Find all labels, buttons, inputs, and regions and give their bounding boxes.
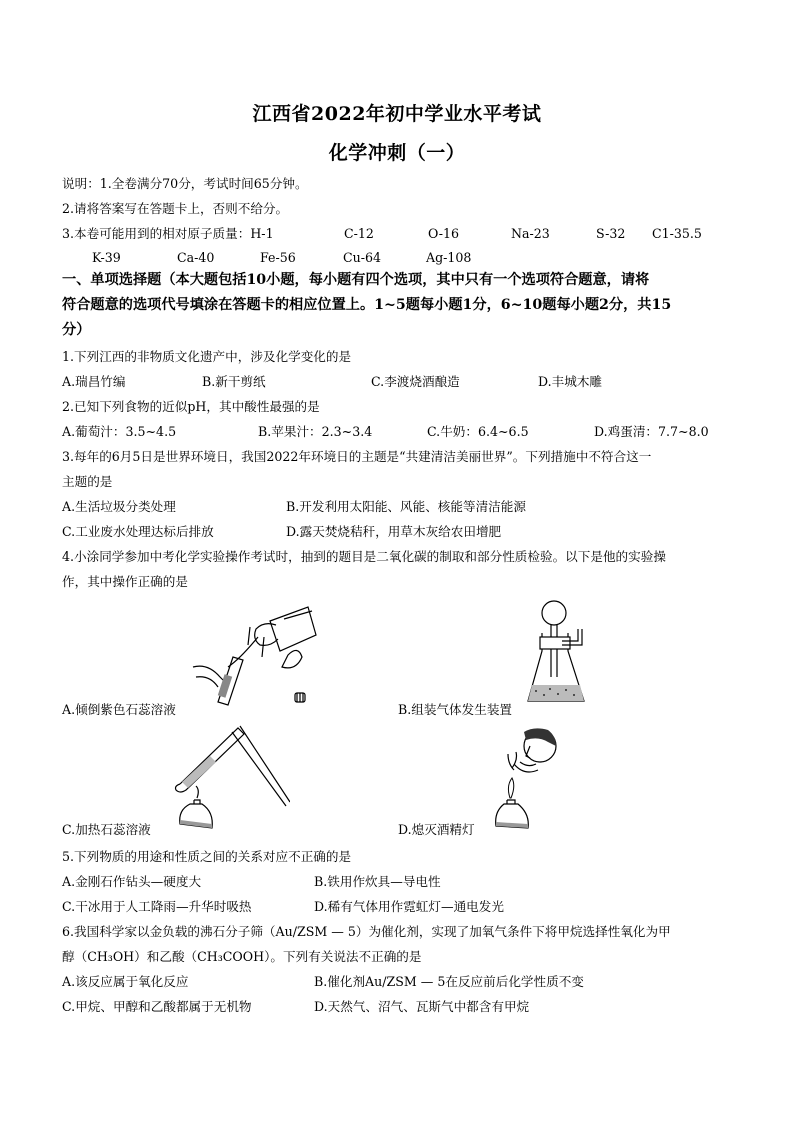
option-b: B.组装气体发生装置	[398, 702, 513, 717]
option-c: C.工业废水处理达标后排放	[62, 524, 214, 539]
option-d: D.稀有气体用作霓虹灯—通电发光	[314, 899, 504, 914]
question-6-options-row-1	[62, 973, 742, 991]
option-a: A.瑞昌竹编	[62, 374, 126, 389]
option-d: D.天然气、沼气、瓦斯气中都含有甲烷	[314, 999, 530, 1014]
atomic-mass: Fe-56	[260, 250, 296, 265]
question-5-options-row-1	[62, 873, 742, 891]
section-heading-line-1: 一、单项选择题（本大题包括10小题，每小题有四个选项，其中只有一个选项符合题意，请将	[62, 272, 650, 288]
option-a: A.葡萄汁：3.5~4.5	[62, 424, 177, 439]
question-6-stem-line-2: 醇（CH₃OH）和乙酸（CH₃COOH）。下列有关说法不正确的是	[62, 949, 422, 964]
atomic-mass: O-16	[428, 226, 460, 241]
exam-title: 江西省2022年初中学业水平考试	[252, 103, 542, 125]
option-d: D.露天焚烧秸秆，用草木灰给农田增肥	[286, 524, 502, 539]
gas-generator-figure	[520, 597, 600, 715]
option-c: C.加热石蕊溶液	[62, 822, 151, 837]
question-4-options-row-1	[62, 701, 742, 719]
option-d: D.鸡蛋清：7.7~8.0	[594, 424, 709, 439]
option-a: A.生活垃圾分类处理	[62, 499, 176, 514]
question-6-stem-line-1: 6.我国科学家以金负载的沸石分子筛（Au/ZSM — 5）为催化剂，实现了加氧气条件下将甲烷选择性氧化为甲	[62, 924, 671, 939]
question-3-stem-line-2: 主题的是	[62, 474, 113, 489]
question-5-stem: 5.下列物质的用途和性质之间的关系对应不正确的是	[62, 849, 352, 864]
atomic-masses-row-2	[62, 249, 742, 267]
question-1-stem: 1.下列江西的非物质文化遗产中，涉及化学变化的是	[62, 349, 352, 364]
atomic-mass: C-12	[344, 226, 374, 241]
exam-subtitle: 化学冲刺（一）	[328, 142, 466, 164]
question-2-options	[62, 423, 742, 441]
question-4-stem-line-1: 4.小涂同学参加中考化学实验操作考试时，抽到的题目是二氧化碳的制取和部分性质检验。以下是他的实验操	[62, 549, 666, 564]
option-b: B.铁用作炊具—导电性	[314, 874, 441, 889]
question-4-stem-line-2: 作，其中操作正确的是	[62, 574, 188, 589]
option-b: B.新干剪纸	[202, 374, 266, 389]
question-2-stem: 2.已知下列食物的近似pH，其中酸性最强的是	[62, 399, 320, 414]
question-4-options-row-2	[62, 821, 742, 839]
option-c: C.甲烷、甲醇和乙酸都属于无机物	[62, 999, 252, 1014]
atomic-mass: Ca-40	[177, 250, 215, 265]
atomic-mass: Ag-108	[426, 250, 472, 265]
option-d: D.熄灭酒精灯	[398, 822, 475, 837]
option-a: A.金刚石作钻头—硬度大	[62, 874, 202, 889]
atomic-masses-label: 3.本卷可能用到的相对原子质量：H-1	[62, 226, 274, 241]
instruction-line-1: 说明：1.全卷满分70分，考试时间65分钟。	[62, 176, 308, 191]
atomic-mass: S-32	[596, 226, 626, 241]
atomic-mass: K-39	[92, 250, 121, 265]
atomic-mass: C1-35.5	[652, 226, 702, 241]
question-5-options-row-2	[62, 898, 742, 916]
option-d: D.丰城木雕	[538, 374, 603, 389]
option-c: C.李渡烧酒酿造	[371, 374, 460, 389]
blowing-out-lamp-figure	[490, 724, 566, 836]
heating-test-tube-figure	[170, 724, 290, 836]
option-a: A.倾倒紫色石蕊溶液	[62, 702, 176, 717]
question-3-options-row-2	[62, 523, 742, 541]
instruction-line-2: 2.请将答案写在答题卡上，否则不给分。	[62, 201, 289, 216]
pouring-liquid-figure	[188, 597, 348, 715]
section-heading-line-2: 符合题意的选项代号填涂在答题卡的相应位置上。1~5题每小题1分，6~10题每小题2分，共15	[62, 297, 672, 313]
option-c: C.干冰用于人工降雨—升华时吸热	[62, 899, 252, 914]
atomic-mass: Na-23	[511, 226, 550, 241]
atomic-mass: Cu-64	[343, 250, 382, 265]
atomic-masses-row-1	[62, 225, 742, 243]
question-1-options	[62, 373, 742, 391]
option-c: C.牛奶：6.4~6.5	[427, 424, 529, 439]
option-b: B.开发利用太阳能、风能、核能等清洁能源	[286, 499, 526, 514]
section-heading-line-3: 分）	[62, 322, 91, 338]
option-a: A.该反应属于氧化反应	[62, 974, 189, 989]
option-b: B.苹果汁：2.3~3.4	[258, 424, 373, 439]
question-3-stem-line-1: 3.每年的6月5日是世界环境日，我国2022年环境日的主题是“共建清洁美丽世界”。下列措施中不符合这一	[62, 449, 652, 464]
question-6-options-row-2	[62, 998, 742, 1016]
question-3-options-row-1	[62, 498, 742, 516]
option-b: B.催化剂Au/ZSM — 5在反应前后化学性质不变	[314, 974, 584, 989]
